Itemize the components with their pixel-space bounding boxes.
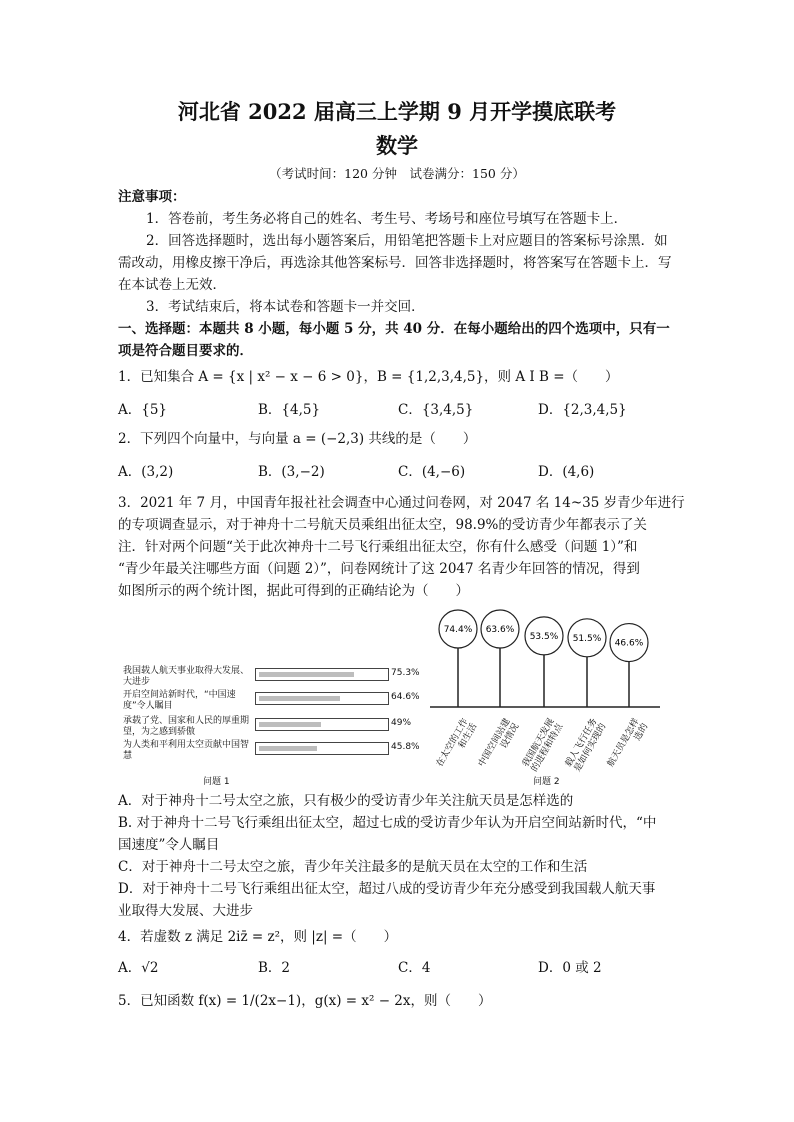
chart-1-bar	[259, 696, 340, 701]
q3-line-4: “青少年最关注哪些方面（问题 2）”，问卷网统计了这 2047 名青少年回答的情况，得到	[118, 561, 640, 577]
notice-heading: 注意事项：	[118, 189, 186, 205]
q4-option-d: D．0 或 2	[538, 960, 602, 976]
chart-1-bar-frame	[255, 718, 389, 731]
chart-1-category-label: 为人类和平利用太空贡献中国智慧	[123, 740, 250, 761]
section-heading: 一、选择题：本题共 8 小题，每小题 5 分，共 40 分．在每小题给出的四个选项中，只有一	[118, 321, 670, 337]
q2-option-b: B．(3,−2)	[258, 464, 325, 480]
notice-line-2: 2．回答选择题时，选出每小题答案后，用铅笔把答题卡上对应题目的答案标号涂黑．如	[146, 233, 668, 249]
q3-option-b: B. 对于神舟十二号飞行乘组出征太空，超过七成的受访青少年认为开启空间站新时代，“中	[118, 815, 657, 831]
chart-2-category-label: 载人飞行任务是如何实现的	[563, 717, 609, 774]
chart-2-value-label: 74.4%	[443, 625, 473, 635]
exam-time-info: （考试时间：120 分钟 试卷满分：150 分）	[269, 166, 525, 181]
q3-option-d-cont: 业取得大发展、大进步	[118, 903, 253, 919]
chart-1-value-label: 49%	[391, 718, 412, 728]
q3-line-1: 3．2021 年 7 月，中国青年报社社会调查中心通过问卷网，对 2047 名 14~35 岁青少年进行	[118, 495, 685, 511]
q5-stem: 5．已知函数 f(x) = 1/(2x−1)，g(x) = x² − 2x，则（ ）	[118, 993, 492, 1009]
q2-option-c: C．(4,−6)	[398, 464, 466, 480]
chart-2-caption: 问题 2	[533, 777, 560, 787]
q3-line-5: 如图所示的两个统计图，据此可得到的正确结论为（ ）	[118, 583, 469, 599]
q2-option-a: A．(3,2)	[118, 464, 174, 480]
chart-1-category-label: 承载了党、国家和人民的厚重期望，为之感到骄傲	[123, 716, 250, 737]
q3-line-2: 的专项调查显示，对于神舟十二号航天员乘组出征太空，98.9%的受访青少年都表示了关	[118, 517, 647, 533]
chart-2-value-label: 63.6%	[485, 625, 515, 635]
q2-stem: 2．下列四个向量中，与向量 a = (−2,3) 共线的是（ ）	[118, 431, 477, 447]
chart-1-bar-frame	[255, 668, 389, 681]
section-heading-cont: 项是符合题目要求的．	[118, 343, 253, 359]
q3-option-a: A．对于神舟十二号太空之旅，只有极少的受访青少年关注航天员是怎样选的	[118, 793, 574, 809]
chart-2-category-label: 我国航天发展的进程和特点	[520, 717, 566, 774]
q3-option-c: C．对于神舟十二号太空之旅，青少年关注最多的是航天员在太空的工作和生活	[118, 859, 588, 875]
q1-option-a: A．{5}	[118, 402, 168, 418]
q3-option-d: D．对于神舟十二号飞行乘组出征太空，超过八成的受访青少年充分感受到我国载人航天事	[118, 881, 656, 897]
chart-1-bar	[259, 722, 321, 727]
chart-1-caption: 问题 1	[203, 777, 230, 787]
q2-option-d: D．(4,6)	[538, 464, 595, 480]
chart-1-category-label: 开启空间站新时代，“中国速度”令人瞩目	[123, 690, 236, 711]
chart-1-category-label: 我国载人航天事业取得大发展、大进步	[123, 666, 250, 687]
notice-line-1: 1．答卷前，考生务必将自己的姓名、考生号、考场号和座位号填写在答题卡上．	[146, 211, 628, 227]
chart-1-bar-frame	[255, 692, 389, 705]
chart-1-bar-frame	[255, 742, 389, 755]
chart-2-category-label: 航天员是怎样选的	[605, 717, 651, 769]
q4-option-b: B．2	[258, 960, 291, 976]
q1-option-d: D．{2,3,4,5}	[538, 402, 627, 418]
q4-option-a: A．√2	[118, 960, 159, 976]
q1-option-c: C．{3,4,5}	[398, 402, 474, 418]
chart-2-value-label: 53.5%	[529, 631, 559, 642]
q1-option-b: B．{4,5}	[258, 402, 321, 418]
chart-2-category-label: 在太空的工作和生活	[434, 717, 480, 769]
notice-line-4: 在本试卷上无效．	[118, 277, 226, 293]
chart-2-category-label: 中国空间站建设情况	[476, 717, 522, 769]
q4-option-c: C．4	[398, 960, 431, 976]
chart-1-bar	[259, 746, 317, 751]
q1-stem: 1．已知集合 A = {x | x² − x − 6 > 0}，B = {1,2,3,4,5}，则 A I B =（ ）	[118, 369, 619, 385]
exam-title: 河北省 2022 届高三上学期 9 月开学摸底联考	[177, 99, 617, 124]
q3-option-b-cont: 国速度”令人瞩目	[118, 837, 220, 853]
q3-line-3: 注．针对两个问题“关于此次神舟十二号飞行乘组出征太空，你有什么感受（问题 1）”和	[118, 539, 638, 555]
notice-line-3: 需改动，用橡皮擦干净后，再选涂其他答案标号．回答非选择题时，将答案写在答题卡上．写	[118, 255, 672, 271]
chart-1-value-label: 45.8%	[391, 742, 420, 752]
chart-1-bar	[259, 672, 354, 677]
subject-title: 数学	[376, 133, 418, 158]
chart-2-value-label: 46.6%	[614, 638, 644, 649]
chart-1-value-label: 75.3%	[391, 668, 420, 678]
notice-line-5: 3．考试结束后，将本试卷和答题卡一并交回．	[146, 299, 425, 315]
chart-2-value-label: 51.5%	[572, 633, 602, 644]
q4-stem: 4．若虚数 z 满足 2iz̄ = z²，则 |z| =（ ）	[118, 929, 398, 945]
chart-1-value-label: 64.6%	[391, 692, 420, 702]
